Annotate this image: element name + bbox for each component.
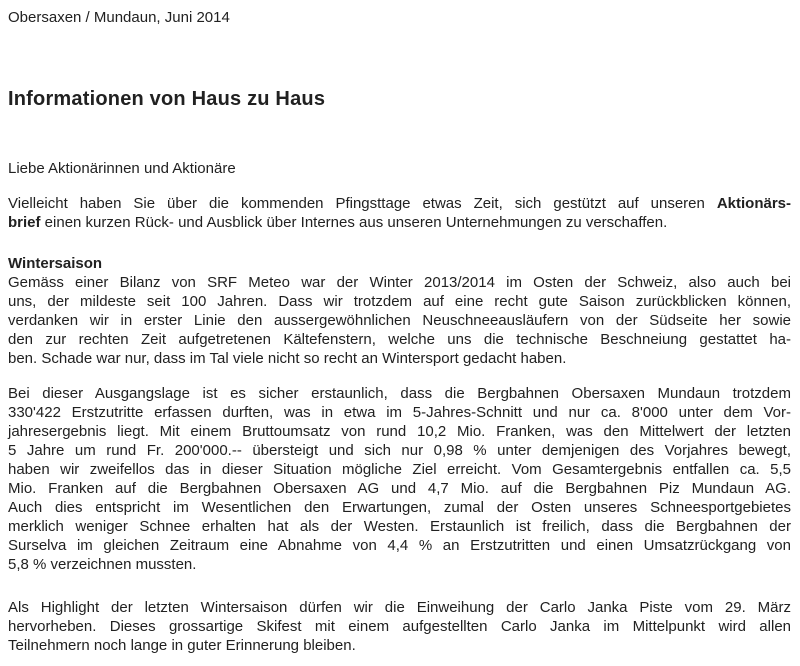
text-line: 330'422 Erstzutritte erfassen durften, was in etwa im 5-Jahres-Schnitt und nur ca. 8'000 unter dem Vor- <box>8 404 791 421</box>
date-line: Obersaxen / Mundaun, Juni 2014 <box>8 9 230 26</box>
page-title: Informationen von Haus zu Haus <box>8 88 326 110</box>
text-line: Surselva im gleichen Zeitraum eine Abnahme von 4,4 % an Erstzutritten und einen Umsatzrückgang von <box>8 537 791 554</box>
text-line: Teilnehmern noch lange in guter Erinnerung bleiben. <box>8 637 356 654</box>
text-line: Mio. Franken auf die Bergbahnen Obersaxen AG und 4,7 Mio. auf die Bergbahnen Piz Mundaun AG. <box>8 480 791 497</box>
text-line: 5 Jahre um rund Fr. 200'000.-- übersteigt und sich nur 0,98 % unter demjenigen des Vorjahres bewegt, <box>8 442 791 459</box>
text-line: ben. Schade war nur, dass im Tal viele nicht so recht an Wintersport gedacht haben. <box>8 350 567 367</box>
text-line: Als Highlight der letzten Wintersaison dürfen wir die Einweihung der Carlo Janka Piste vom 29. März <box>8 599 791 616</box>
wintersaison-heading: Wintersaison <box>8 255 103 272</box>
wintersaison-paragraph-1 <box>8 273 791 368</box>
text-line: den zur rechten Zeit aufgetretenen Kältefenstern, welche uns die technische Beschneiung gestattet ha- <box>8 331 791 348</box>
text-line: 5,8 % verzeichnen mussten. <box>8 556 197 573</box>
text-line: uns, der mildeste seit 100 Jahren. Dass wir trotzdem auf eine recht gute Saison zurückblicken können, <box>8 293 791 310</box>
text-line: Vielleicht haben Sie über die kommenden Pfingsttage etwas Zeit, sich gestützt auf unseren Aktionärs- <box>8 195 791 212</box>
text-line: merklich weniger Schnee erhalten hat als der Westen. Erstaunlich ist freilich, dass die Bergbahnen der <box>8 518 791 535</box>
text-line: hervorheben. Dieses grossartige Skifest mit einem aufgestellten Carlo Janka im Mittelpunkt wird allen <box>8 618 791 635</box>
text-line: Gemäss einer Bilanz von SRF Meteo war der Winter 2013/2014 im Osten der Schweiz, also auch bei <box>8 274 791 291</box>
intro-paragraph <box>8 194 791 232</box>
text-line: verdanken wir in erster Linie den aussergewöhnlichen Neuschneeausläufern von der Südseite her sowie <box>8 312 791 329</box>
text-line: Auch dies entspricht im Wesentlichen den Erwartungen, zumal der Osten unseres Schneesportgebietes <box>8 499 791 516</box>
text-line: jahresergebnis liegt. Mit einem Bruttoumsatz von rund 10,2 Mio. Franken, was den Mittelwert der letzten <box>8 423 791 440</box>
wintersaison-paragraph-2 <box>8 384 791 574</box>
text-line: brief einen kurzen Rück- und Ausblick über Internes aus unseren Unternehmungen zu verschaffen. <box>8 214 668 231</box>
text-line: haben wir zweifellos das in dieser Situation mögliche Ziel erreicht. Vom Gesamtergebnis entfallen ca. 5,5 <box>8 461 791 478</box>
document-body <box>8 194 791 655</box>
highlight-paragraph <box>8 598 791 655</box>
salutation: Liebe Aktionärinnen und Aktionäre <box>8 160 236 177</box>
text-line: Bei dieser Ausgangslage ist es sicher erstaunlich, dass die Bergbahnen Obersaxen Mundaun trotzdem <box>8 385 791 402</box>
